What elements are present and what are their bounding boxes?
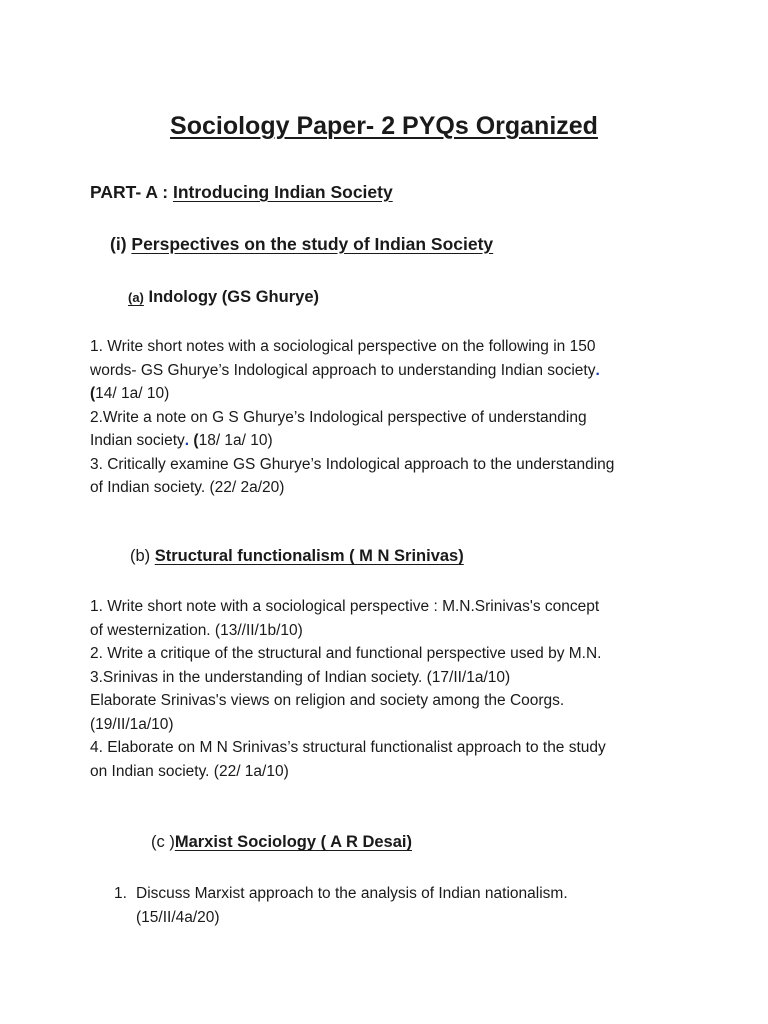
list-item [114, 882, 674, 929]
section-a-line: of Indian society. (22/ 2a/20) [90, 479, 285, 496]
section-b-line: 4. Elaborate on M N Srinivas’s structural functionalist approach to the study [90, 739, 606, 756]
section-a-line: 1. Write short notes with a sociological perspective on the following in 150 [90, 338, 596, 355]
section-b-title: Structural functionalism ( M N Srinivas) [154, 547, 464, 565]
subsection-prefix: (i) [110, 234, 132, 254]
part-heading [90, 182, 393, 203]
section-c-label: (c ) [151, 833, 175, 851]
section-a-title: Indology (GS Ghurye) [148, 288, 319, 306]
part-title: Introducing Indian Society [172, 182, 393, 202]
section-b-label: (b) [130, 547, 155, 565]
list-item-text: Discuss Marxist approach to the analysis of Indian nationalism. [136, 885, 568, 902]
section-a-line: 3. Critically examine GS Ghurye’s Indological approach to the understanding [90, 455, 615, 473]
section-b-line: on Indian society. (22/ 1a/10) [90, 762, 289, 780]
part-prefix: PART- A : [90, 182, 173, 202]
section-b-heading [130, 547, 464, 566]
subsection-title: Perspectives on the study of Indian Society [131, 234, 494, 254]
section-a-questions [90, 335, 690, 500]
section-a-line: 2.Write a note on G S Ghurye’s Indological perspective of understanding [90, 408, 587, 426]
list-item-number: 1. [114, 885, 127, 902]
section-b-line: (19/II/1a/10) [90, 715, 174, 733]
document-title: Sociology Paper- 2 PYQs Organized [170, 112, 598, 140]
section-b-line: 1. Write short note with a sociological perspective : M.N.Srinivas's concept [90, 598, 600, 615]
section-a-line: (14/ 1a/ 10) [90, 385, 170, 402]
section-b-line: 2. Write a critique of the structural and functional perspective used by M.N. [90, 645, 602, 662]
section-b-line: Elaborate Srinivas's views on religion and society among the Coorgs. [90, 692, 565, 709]
section-b-line: of westernization. (13//II/1b/10) [90, 621, 303, 639]
section-a-line: Indian society. (18/ 1a/ 10) [90, 432, 273, 449]
section-a-label: (a) [128, 290, 144, 305]
section-a-heading [128, 288, 319, 307]
section-b-questions [90, 595, 690, 783]
section-a-line: words- GS Ghurye’s Indological approach to understanding Indian society. [90, 361, 600, 379]
section-c-questions [114, 882, 674, 929]
section-c-title: Marxist Sociology ( A R Desai) [174, 833, 412, 851]
list-item-reference: (15/II/4a/20) [136, 908, 220, 926]
section-c-heading [151, 833, 412, 852]
subsection-heading [110, 234, 493, 255]
section-b-line: 3.Srinivas in the understanding of Indian society. (17/II/1a/10) [90, 668, 511, 686]
